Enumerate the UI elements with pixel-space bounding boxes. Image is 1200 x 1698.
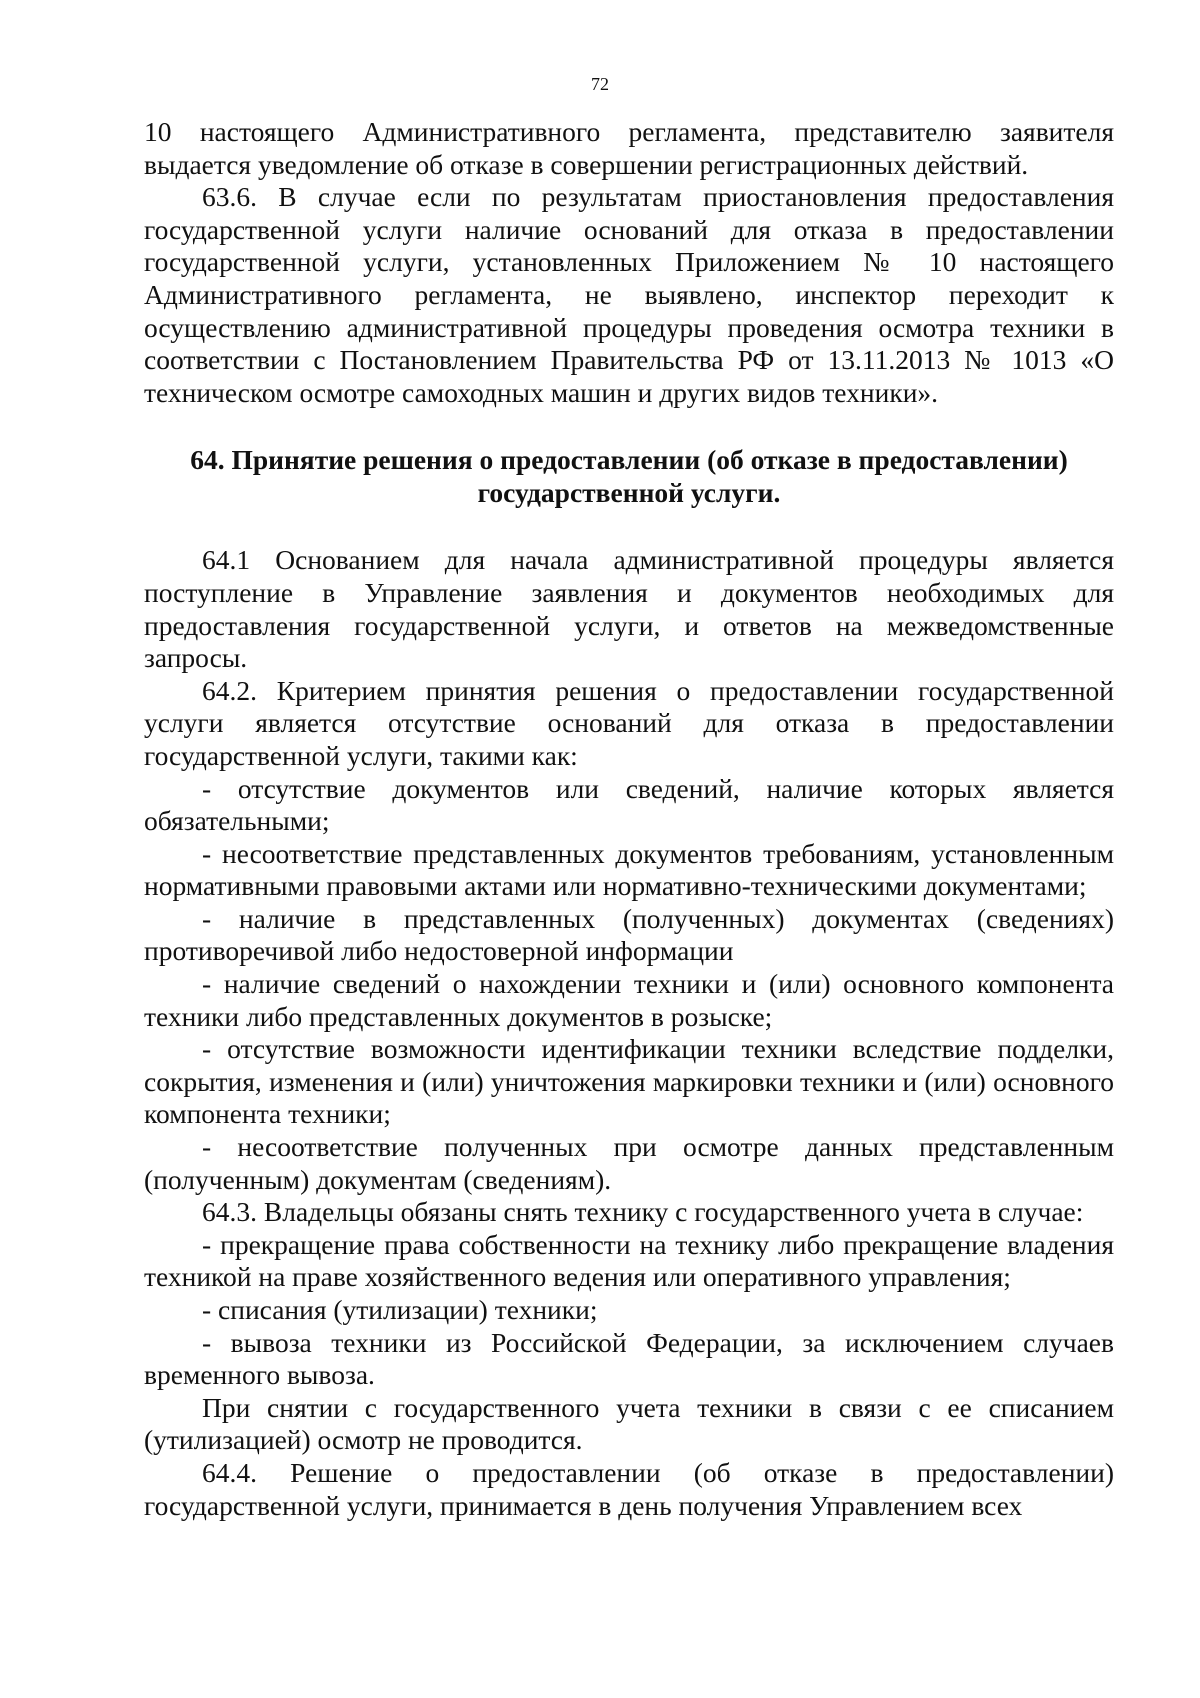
list-item-wanted-equipment: - наличие сведений о нахождении техники и (или) основного компонента техники либо представленных документов в розыске; (144, 968, 1114, 1032)
paragraph-64-1: 64.1 Основанием для начала административной процедуры является поступление в Управление заявления и документов необходимых для предоставления государственной услуги, и ответов на межведомственные запросы. (144, 544, 1114, 674)
list-item-write-off: - списания (утилизации) техники; (202, 1294, 598, 1325)
paragraph-no-inspection: При снятии с государственного учета техники в связи с ее списанием (утилизацией) осмотр не проводится. (144, 1391, 1114, 1456)
list-item-contradictory-info: - наличие в представленных (полученных) документах (сведениях) противоречивой либо недостоверной информации (144, 902, 1114, 967)
section-heading-64 (144, 443, 1114, 509)
section-heading-line-2: государственной услуги. (477, 477, 781, 509)
list-item-ownership-termination: - прекращение права собственности на технику либо прекращение владения техникой на праве хозяйственного ведения или оперативного управления; (144, 1228, 1114, 1293)
list-item-inspection-mismatch: - несоответствие полученных при осмотре данных представленным (полученным) документам (сведениям). (144, 1131, 1114, 1195)
paragraph-64-4: 64.4. Решение о предоставлении (об отказе в предоставлении) государственной услуги, принимается в день получения Управлением всех (144, 1456, 1114, 1521)
paragraph-continuation: 10 настоящего Административного регламента, представителю заявителя выдается уведомление об отказе в совершении регистрационных действий. (144, 116, 1114, 180)
page-body (144, 116, 1114, 1522)
section-heading-line-1: 64. Принятие решения о предоставлении (об отказе в предоставлении) (190, 444, 1068, 476)
paragraph-64-2: 64.2. Критерием принятия решения о предоставлении государственной услуги является отсутствие оснований для отказа в предоставлении государственной услуги, такими как: (144, 674, 1114, 771)
page-number: 72 (591, 74, 609, 94)
paragraph-64-3: 64.3. Владельцы обязаны снять технику с государственного учета в случае: (202, 1196, 1084, 1228)
list-item-missing-documents: - отсутствие документов или сведений, наличие которых является обязательными; (144, 772, 1114, 837)
list-item-nonconformity: - несоответствие представленных документов требованиям, установленным нормативными правовыми актами или нормативно-техническими документами; (144, 837, 1114, 902)
list-item-identification-impossible: - отсутствие возможности идентификации техники вследствие подделки, сокрытия, изменения и (или) уничтожения маркировки техники и (или) основного компонента техники; (144, 1033, 1114, 1130)
paragraph-63-6: 63.6. В случае если по результатам приостановления предоставления государственной услуги наличие оснований для отказа в предоставлении государственной услуги, установленных Приложением № 10 настоящего Административного регламента, не выявлено, инспектор переходит к осуществлению административной процедуры проведения осмотра техники в соответствии с Постановлением Правительства РФ от 13.11.2013 № 1013 «О техническом осмотре самоходных машин и других видов техники». (144, 181, 1114, 408)
list-item-export: - вывоза техники из Российской Федерации, за исключением случаев временного вывоза. (144, 1326, 1114, 1391)
